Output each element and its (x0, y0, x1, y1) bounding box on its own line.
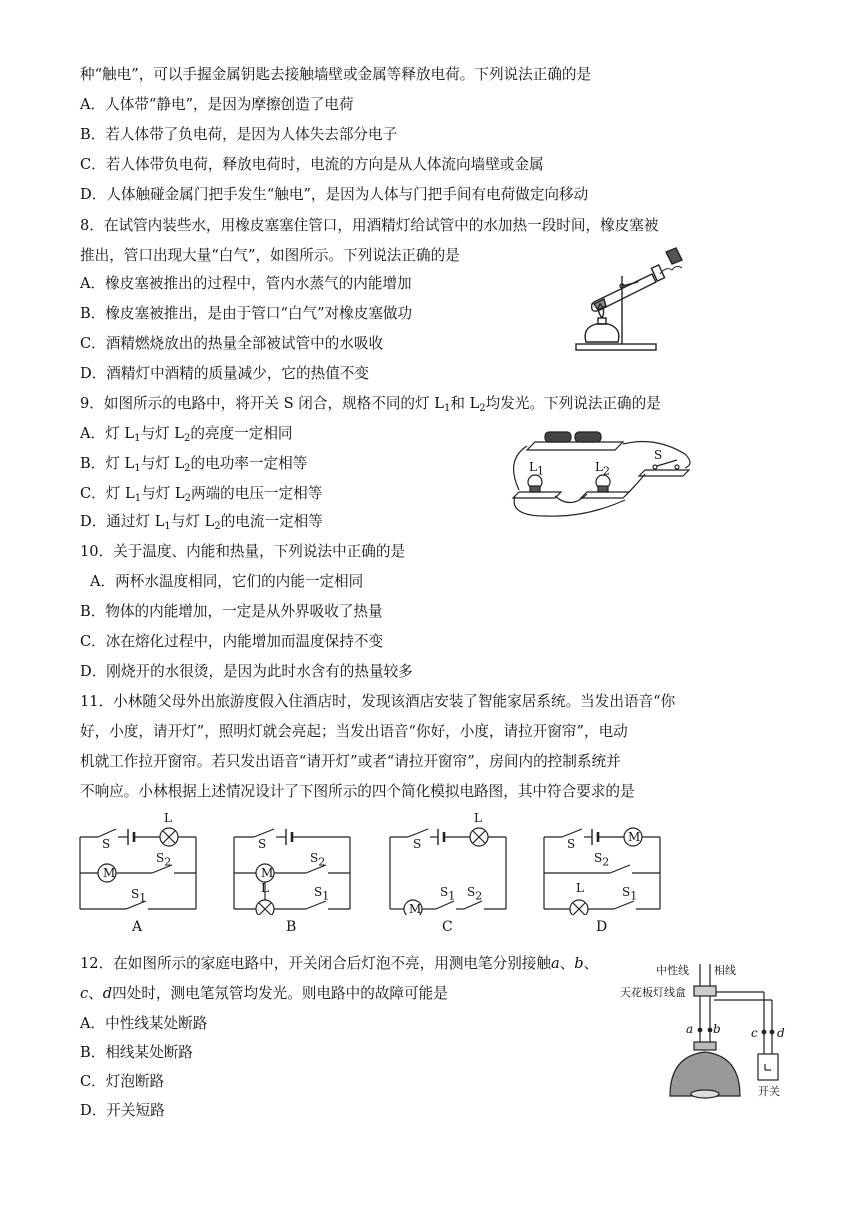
label-neutral: 中性线 (656, 964, 689, 977)
label-c: c (751, 1026, 758, 1040)
battery-holder (527, 442, 623, 450)
q10-option-b: B．物体的内能增加，一定是从外界吸收了热量 (80, 603, 383, 620)
label-s2: $S_2$ (156, 851, 172, 869)
q11-circuit-c (386, 811, 511, 935)
q12-household-circuit-figure (618, 956, 798, 1101)
q9-option-b: B．灯 $L_1$与灯 $L_2$的电功率一定相等 (80, 455, 308, 474)
fig-label-l2: $L_2$ (595, 460, 610, 478)
q11-stem-line2: 好，小度，请开灯”，照明灯就会亮起；当发出语音“你好，小度，请拉开窗帘”，电动 (80, 723, 628, 740)
q11-circuit-b (230, 815, 355, 935)
q11-stem-line3: 机就工作拉开窗帘。若只发出语音“请开灯”或者“请拉开窗帘”，房间内的控制系统并 (80, 753, 621, 770)
label-switch: 开关 (758, 1085, 780, 1098)
q9-stem: 9．如图所示的电路中，将开关 S 闭合，规格不同的灯 $L_1$和 $L_2$均发光。下列说法正确的是 (80, 395, 661, 414)
ceiling-box (694, 986, 716, 996)
label-m: M (261, 866, 274, 880)
q8-option-d: D．酒精灯中酒精的质量减少，它的热值不变 (80, 365, 369, 382)
battery-1 (545, 432, 571, 442)
q9-option-d: D．通过灯 $L_1$与灯 $L_2$的电流一定相等 (80, 513, 323, 532)
q11-stem-line1: 11．小林随父母外出旅游度假入住酒店时，发现该酒店安装了智能家居系统。当发出语音“你 (80, 693, 676, 710)
battery-2 (575, 432, 601, 442)
q7-option-d: D．人体触碰金属门把手发生“触电”，是因为人体与门把手间有电荷做定向移动 (80, 186, 589, 203)
label-s1: $S_1$ (622, 885, 638, 903)
q11-stem-line4: 不响应。小林根据上述情况设计了下图所示的四个简化模拟电路图，其中符合要求的是 (80, 783, 635, 800)
label-l: L (474, 811, 482, 825)
q9-circuit-figure (505, 420, 700, 520)
q7-option-b: B．若人体带了负电荷，是因为人体失去部分电子 (80, 126, 398, 143)
bulb-holder-l2 (581, 492, 629, 498)
circuit-label-d: D (596, 919, 608, 935)
q12-option-d: D．开关短路 (80, 1102, 165, 1119)
circuit-label-b: B (286, 919, 297, 935)
fig-label-s: S (654, 448, 663, 462)
alcohol-lamp (585, 324, 619, 342)
q11-circuit-a (76, 811, 201, 935)
label-s: S (258, 837, 267, 851)
q10-option-c: C．冰在熔化过程中，内能增加而温度保持不变 (80, 633, 384, 650)
label-s: S (413, 837, 422, 851)
label-s2: $S_2$ (594, 851, 610, 869)
label-m: M (409, 902, 422, 916)
q10-option-a: A．两杯水温度相同，它们的内能一定相同 (90, 573, 364, 590)
label-m: M (628, 830, 641, 844)
q12-stem-line1: 12．在如图所示的家庭电路中，开关闭合后灯泡不亮，用测电笔分别接触a、b、 (80, 955, 599, 972)
circuit-label-a: A (132, 919, 143, 935)
label-s2: $S_2$ (310, 851, 326, 869)
fig-label-l1: $L_1$ (529, 460, 544, 478)
q12-option-a: A．中性线某处断路 (80, 1015, 208, 1032)
label-s1: $S_1$ (440, 885, 456, 903)
label-s: S (102, 837, 111, 851)
bulb-holder-l1 (513, 492, 561, 498)
q10-stem: 10．关于温度、内能和热量，下列说法中正确的是 (80, 543, 406, 560)
label-d: d (777, 1026, 785, 1040)
label-l: L (261, 881, 269, 895)
q8-option-c: C．酒精燃烧放出的热量全部被试管中的水吸收 (80, 335, 384, 352)
label-l: L (164, 811, 172, 825)
label-s1: $S_1$ (131, 887, 147, 905)
circuit-label-c: C (442, 919, 453, 935)
label-s2: $S_2$ (467, 885, 483, 903)
label-live: 相线 (714, 964, 736, 977)
label-s: S (567, 837, 576, 851)
q12-stem-line2: c、d四处时，测电笔氖管均发光。则电路中的故障可能是 (80, 985, 448, 1002)
q9-option-a: A．灯 $L_1$与灯 $L_2$的亮度一定相同 (80, 425, 293, 444)
stand-base (576, 344, 656, 350)
q10-option-d: D．刚烧开的水很烫，是因为此时水含有的热量较多 (80, 663, 413, 680)
q8-stem-line1: 8．在试管内装些水，用橡皮塞塞住管口，用酒精灯给试管中的水加热一段时间，橡皮塞被 (80, 217, 659, 234)
q7-option-c: C．若人体带负电荷，释放电荷时，电流的方向是从人体流向墙壁或金属 (80, 156, 544, 173)
q8-option-a: A．橡皮塞被推出的过程中，管内水蒸气的内能增加 (80, 275, 412, 292)
switch-base (639, 470, 689, 476)
q11-circuit-d (540, 815, 665, 935)
q12-option-c: C．灯泡断路 (80, 1073, 165, 1090)
q8-test-tube-figure (572, 244, 690, 356)
label-b: b (713, 1022, 721, 1036)
q7-option-a: A．人体带“静电”，是因为摩擦创造了电荷 (80, 96, 354, 113)
q8-option-b: B．橡皮塞被推出，是由于管口“白气”对橡皮塞做功 (80, 305, 413, 322)
switch-box (758, 1054, 778, 1080)
q8-stem-line2: 推出，管口出现大量“白气”，如图所示。下列说法正确的是 (80, 247, 460, 264)
label-l: L (576, 881, 584, 895)
label-s1: $S_1$ (314, 885, 330, 903)
label-m: M (103, 866, 116, 880)
q12-option-b: B．相线某处断路 (80, 1044, 193, 1061)
label-a: a (686, 1022, 694, 1036)
label-ceiling-box: 天花板灯线盒 (620, 986, 686, 999)
q9-option-c: C．灯 $L_1$与灯 $L_2$两端的电压一定相等 (80, 485, 323, 504)
q7-stem: 种“触电”，可以手握金属钥匙去接触墙壁或金属等释放电荷。下列说法正确的是 (80, 66, 592, 83)
